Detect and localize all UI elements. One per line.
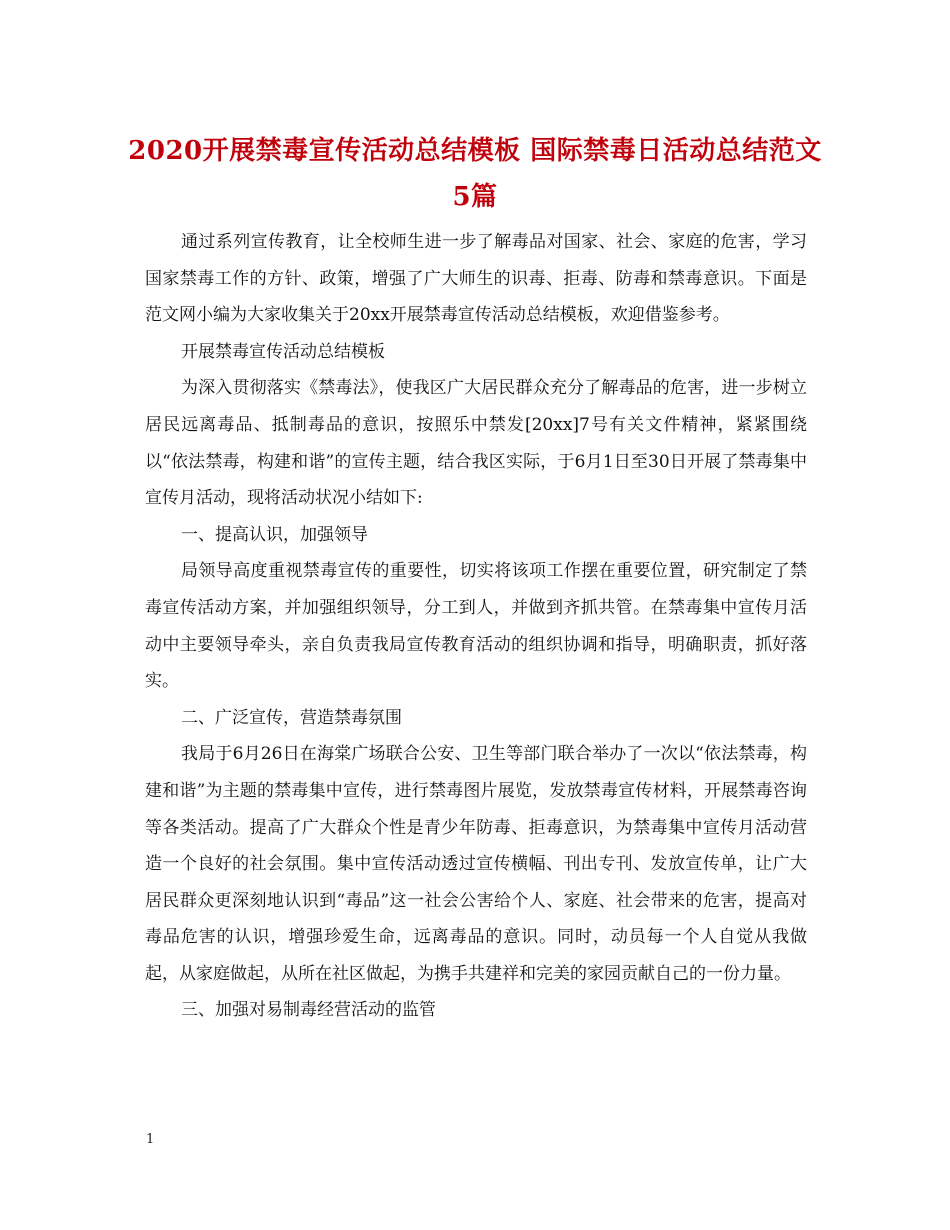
document-body <box>145 224 807 1029</box>
section-heading: 一、提高认识，加强领导 <box>181 524 368 545</box>
page-number: 1 <box>146 1132 155 1147</box>
body-paragraph: 我局于6月26日在海棠广场联合公安、卫生等部门联合举办了一次以“依法禁毒，构建和谐”为主题的禁毒集中宣传，进行禁毒图片展览，发放禁毒宣传材料，开展禁毒咨询等各类活动。提高了广大群众个性是青少年防毒、拒毒意识，为禁毒集中宣传月活动营造一个良好的社会氛围。集中宣传活动透过宣传横幅、刊出专刊、发放宣传单，让广大居民群众更深刻地认识到“毒品”这一社会公害给个人、家庭、社会带来的危害，提高对毒品危害的认识，增强珍爱生命，远离毒品的意识。同时，动员每一个人自觉从我做起，从家庭做起，从所在社区做起，为携手共建祥和完美的家园贡献自己的一份力量。 <box>145 744 807 984</box>
body-paragraph: 局领导高度重视禁毒宣传的重要性，切实将该项工作摆在重要位置，研究制定了禁毒宣传活动方案，并加强组织领导，分工到人，并做到齐抓共管。在禁毒集中宣传月活动中主要领导牵头，亲自负责我局宣传教育活动的组织协调和指导，明确职责，抓好落实。 <box>145 561 807 692</box>
section-heading: 三、加强对易制毒经营活动的监管 <box>181 1000 436 1021</box>
section-heading: 二、广泛宣传，营造禁毒氛围 <box>181 707 402 728</box>
body-paragraph: 为深入贯彻落实《禁毒法》，使我区广大居民群众充分了解毒品的危害，进一步树立居民远离毒品、抵制毒品的意识，按照乐中禁发[20xx]7号有关文件精神，紧紧围绕以“依法禁毒，构建和谐”的宣传主题，结合我区实际，于6月1日至30日开展了禁毒集中宣传月活动，现将活动状况小结如下: <box>145 378 807 509</box>
intro-paragraph: 通过系列宣传教育，让全校师生进一步了解毒品对国家、社会、家庭的危害，学习国家禁毒工作的方针、政策，增强了广大师生的识毒、拒毒、防毒和禁毒意识。下面是范文网小编为大家收集关于20xx开展禁毒宣传活动总结模板，欢迎借鉴参考。 <box>145 232 807 326</box>
section-heading: 开展禁毒宣传活动总结模板 <box>181 341 385 362</box>
page-title: 2020开展禁毒宣传活动总结模板 国际禁毒日活动总结范文5篇 <box>128 136 822 212</box>
